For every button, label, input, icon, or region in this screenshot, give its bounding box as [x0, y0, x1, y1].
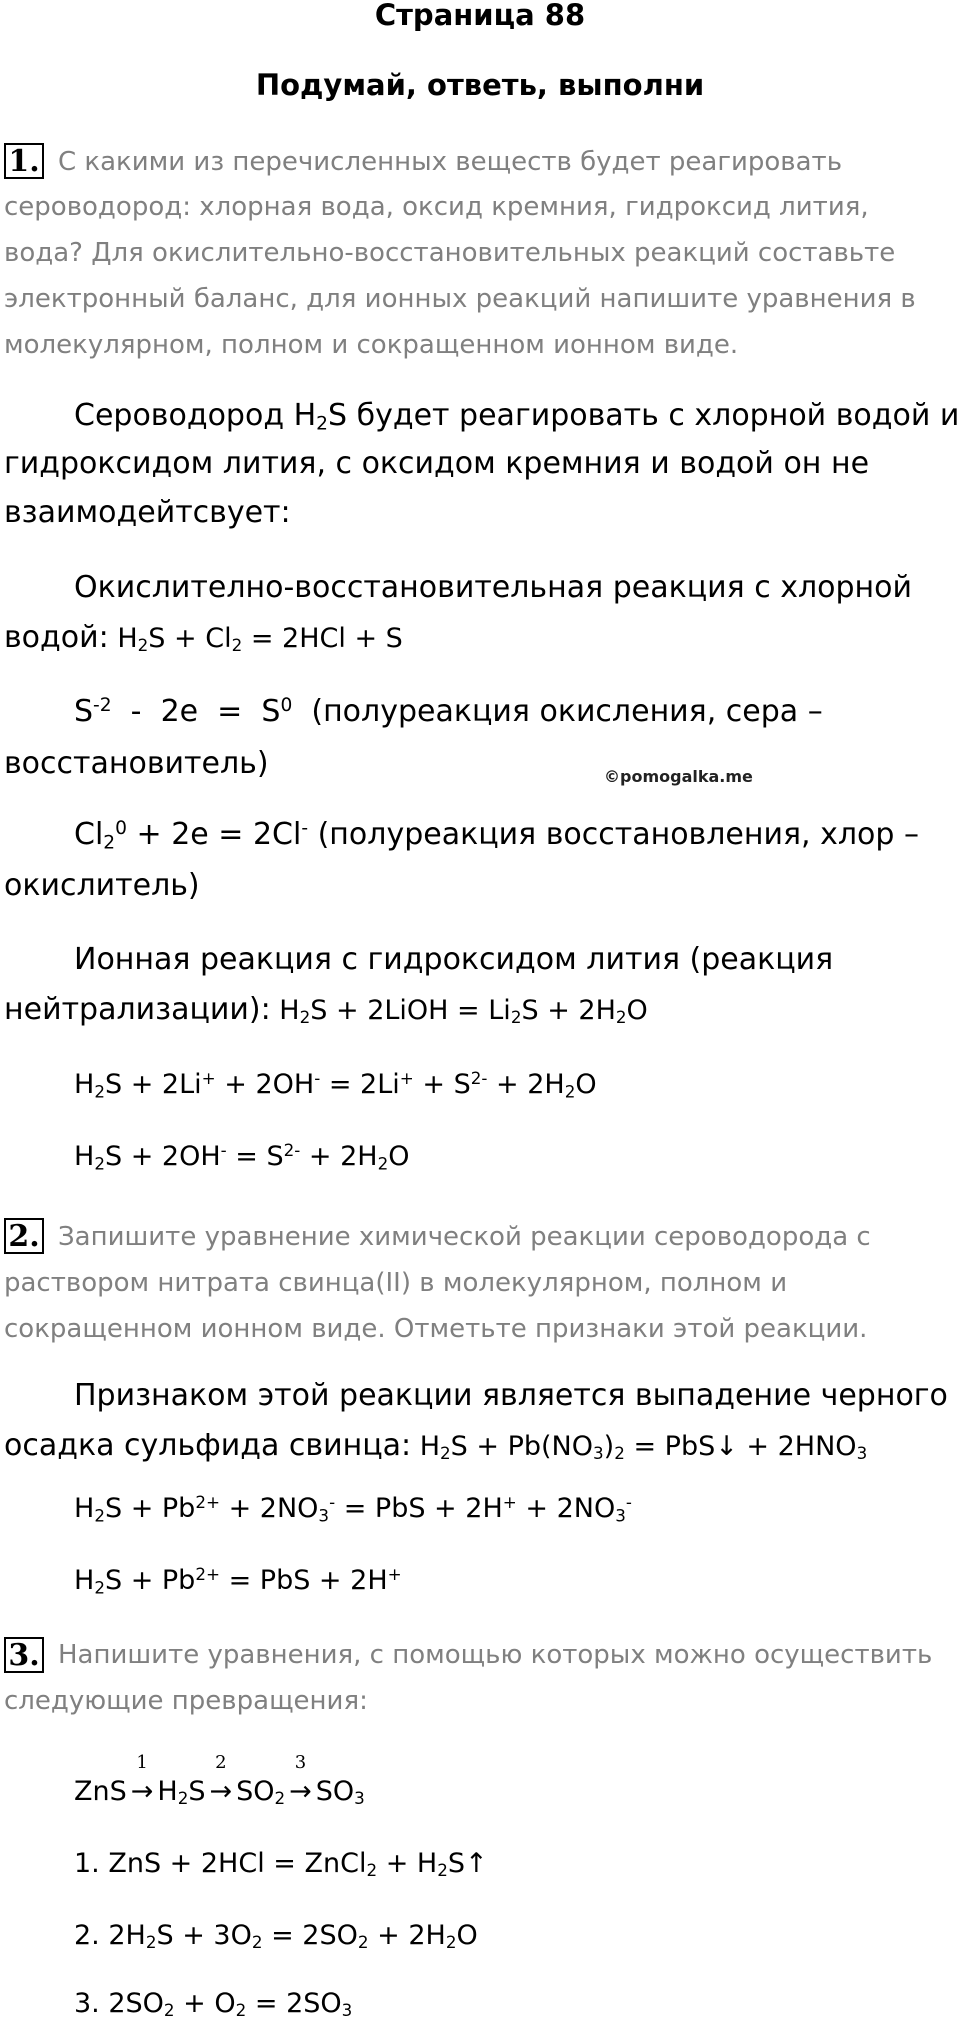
answer2-ionic-full: $H_2S + Pb^{2+} + 2NO_3^-$ = PbS + $2H^+ + 2NO_3^-$: [74, 1492, 632, 1526]
oxidation-half-reaction-line2: восстановитель): [4, 746, 269, 781]
watermark: ©pomogalka.me: [604, 767, 753, 786]
conversion-chain: ZnS → 1 $H_2S$ → 2 $SO_2$ → 3 $SO_3$: [74, 1752, 365, 1809]
page-title: Страница 88: [374, 0, 586, 32]
step-3-equation: 3. $2SO_2 + O_2 = 2SO_3$: [74, 1988, 353, 2021]
answer1-ionic-intro: Ионная реакция с гидроксидом лития (реакция: [74, 942, 834, 977]
answer2-line1: Признаком этой реакции является выпадение черного: [74, 1378, 948, 1413]
reduction-half-reaction-line2: окислитель): [4, 868, 200, 903]
task-number-2: 2.: [4, 1218, 44, 1254]
task2-question-line: сокращенном ионном виде. Отметьте признаки этой реакции.: [4, 1314, 868, 1344]
answer1-paragraph1: Сероводород $H_2S$ будет реагировать с хлорной водой и: [74, 398, 960, 435]
step-2-equation: 2. $2H_2S + 3O_2 = 2SO_2 + 2H_2O$: [74, 1920, 478, 1953]
task2-question-line: Запишите уравнение химической реакции сероводорода с: [58, 1222, 871, 1252]
answer1-redox-equation: водой: $H_2S + Cl_2 = 2HCl + S$: [4, 620, 403, 656]
step-1-equation: 1. ZnS + 2HCl = ZnCl$_2$ + $H_2S↑$: [74, 1848, 488, 1881]
answer1-ionic-short: $H_2S + 2OH^- = S^{2-} + 2H_2O$: [74, 1140, 410, 1174]
answer1-ionic-molecular: нейтрализации): $H_2S$ + 2LiOH = $Li_2S + 2H_2O$: [4, 992, 648, 1028]
task1-question-line: электронный баланс, для ионных реакций напишите уравнения в: [4, 284, 916, 314]
answer1-redox-intro: Окислително-восстановительная реакция с хлорной: [74, 570, 913, 605]
task-number-1: 1.: [4, 143, 44, 179]
reduction-half-reaction: $Cl_2^0 + 2e = 2Cl^-$ (полуреакция восстановления, хлор –: [74, 817, 919, 854]
task1-question-line: молекулярном, полном и сокращенном ионном виде.: [4, 330, 739, 360]
answer2-molecular: осадка сульфида свинца: $H_2S + Pb(NO_3)_2$ = PbS↓ + $2HNO_3$: [4, 1428, 868, 1464]
task3-question-line: следующие превращения:: [4, 1686, 368, 1716]
answer1-ionic-full: $H_2S + 2Li^+ + 2OH^- = 2Li^+ + S^{2-} + 2H_2O$: [74, 1068, 597, 1102]
section-title: Подумай, ответь, выполни: [255, 68, 705, 102]
answer2-ionic-short: $H_2S + Pb^{2+}$ = PbS + 2H+: [74, 1564, 402, 1598]
task3-question-line: Напишите уравнения, с помощью которых можно осуществить: [58, 1640, 933, 1670]
answer1-paragraph1-line2: гидроксидом лития, с оксидом кремния и водой он не: [4, 446, 870, 481]
task-number-3: 3.: [4, 1637, 44, 1673]
task2-question-line: раствором нитрата свинца(II) в молекулярном, полном и: [4, 1268, 788, 1298]
oxidation-half-reaction: $S^{-2} - 2e = S^0$ (полуреакция окисления, сера –: [74, 694, 823, 729]
task1-question-line: С какими из перечисленных веществ будет реагировать: [58, 147, 843, 177]
task1-question-line: сероводород: хлорная вода, оксид кремния, гидроксид лития,: [4, 192, 869, 222]
task1-question-line: вода? Для окислительно-восстановительных реакций составьте: [4, 238, 896, 268]
answer1-paragraph1-line3: взаимодейтсвует:: [4, 495, 291, 530]
